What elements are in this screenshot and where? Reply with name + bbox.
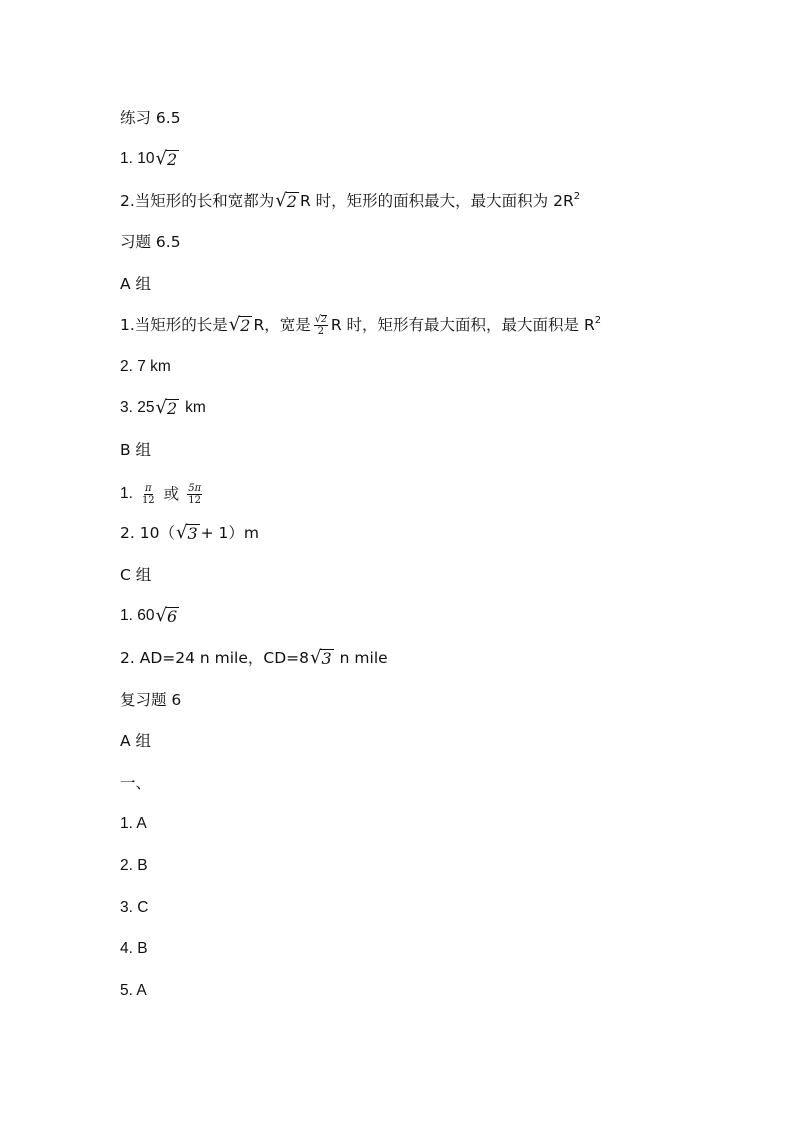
group-b-answer-1: 1. $\frac{\pi}{12}$ 或 $\frac{5\pi}{12}$ <box>120 482 202 506</box>
group-b-answer-2: 2. 10（ √ 3 + 1）m <box>120 522 259 543</box>
group-a-heading: A 组 <box>120 275 152 293</box>
group-a-answer-1: 1.当矩形的长是 √ 2 R，宽是 √ 2 2 R 时，矩形有最大面积，最大面积是 R $^2$ <box>120 313 602 337</box>
sqrt-expression: √ 2 <box>155 148 178 169</box>
review-group-a-heading: A 组 <box>120 732 152 750</box>
section-title-practice-6-5: 练习 6.5 <box>120 109 181 127</box>
part-one-heading: 一、 <box>120 774 152 792</box>
group-a-answer-3: 3. 25 √ 2 km <box>120 397 206 418</box>
group-c-answer-2: 2. AD=24 n mile，CD=8 √ 3 n mile <box>120 647 388 668</box>
review-answer-2: 2. B <box>120 857 148 874</box>
sqrt-expression: √ 2 <box>275 190 297 211</box>
group-c-heading: C 组 <box>120 566 152 584</box>
sqrt-expression: √ 3 <box>310 647 332 668</box>
fraction-pi-over-12: $\frac{\pi}{12}$ <box>141 482 155 506</box>
practice-answer-2: 2.当矩形的长和宽都为 √ 2 R 时，矩形的面积最大，最大面积为 2R $^2$ <box>120 190 581 211</box>
fraction-sqrt2-over-2: √ 2 2 <box>314 313 327 337</box>
sqrt-expression: √ 6 <box>155 605 178 626</box>
review-answer-5: 5. A <box>120 982 147 999</box>
group-a-answer-2: 2. 7 km <box>120 358 171 375</box>
group-c-answer-1: 1. 60 √ 6 <box>120 605 178 626</box>
sqrt-expression: √ 2 <box>228 314 251 335</box>
review-answer-4: 4. B <box>120 940 148 957</box>
sqrt-expression: √ 2 <box>155 397 178 418</box>
review-answer-3: 3. C <box>120 899 149 916</box>
group-b-heading: B 组 <box>120 441 152 459</box>
review-answer-1: 1. A <box>120 815 147 832</box>
fraction-5pi-over-12: $\frac{5\pi}{12}$ <box>188 482 202 506</box>
sqrt-expression: √ 3 <box>175 522 198 543</box>
section-title-exercise-6-5: 习题 6.5 <box>120 233 181 251</box>
practice-answer-1: 1. 10 √ 2 <box>120 148 178 169</box>
section-title-review-6: 复习题 6 <box>120 691 182 709</box>
